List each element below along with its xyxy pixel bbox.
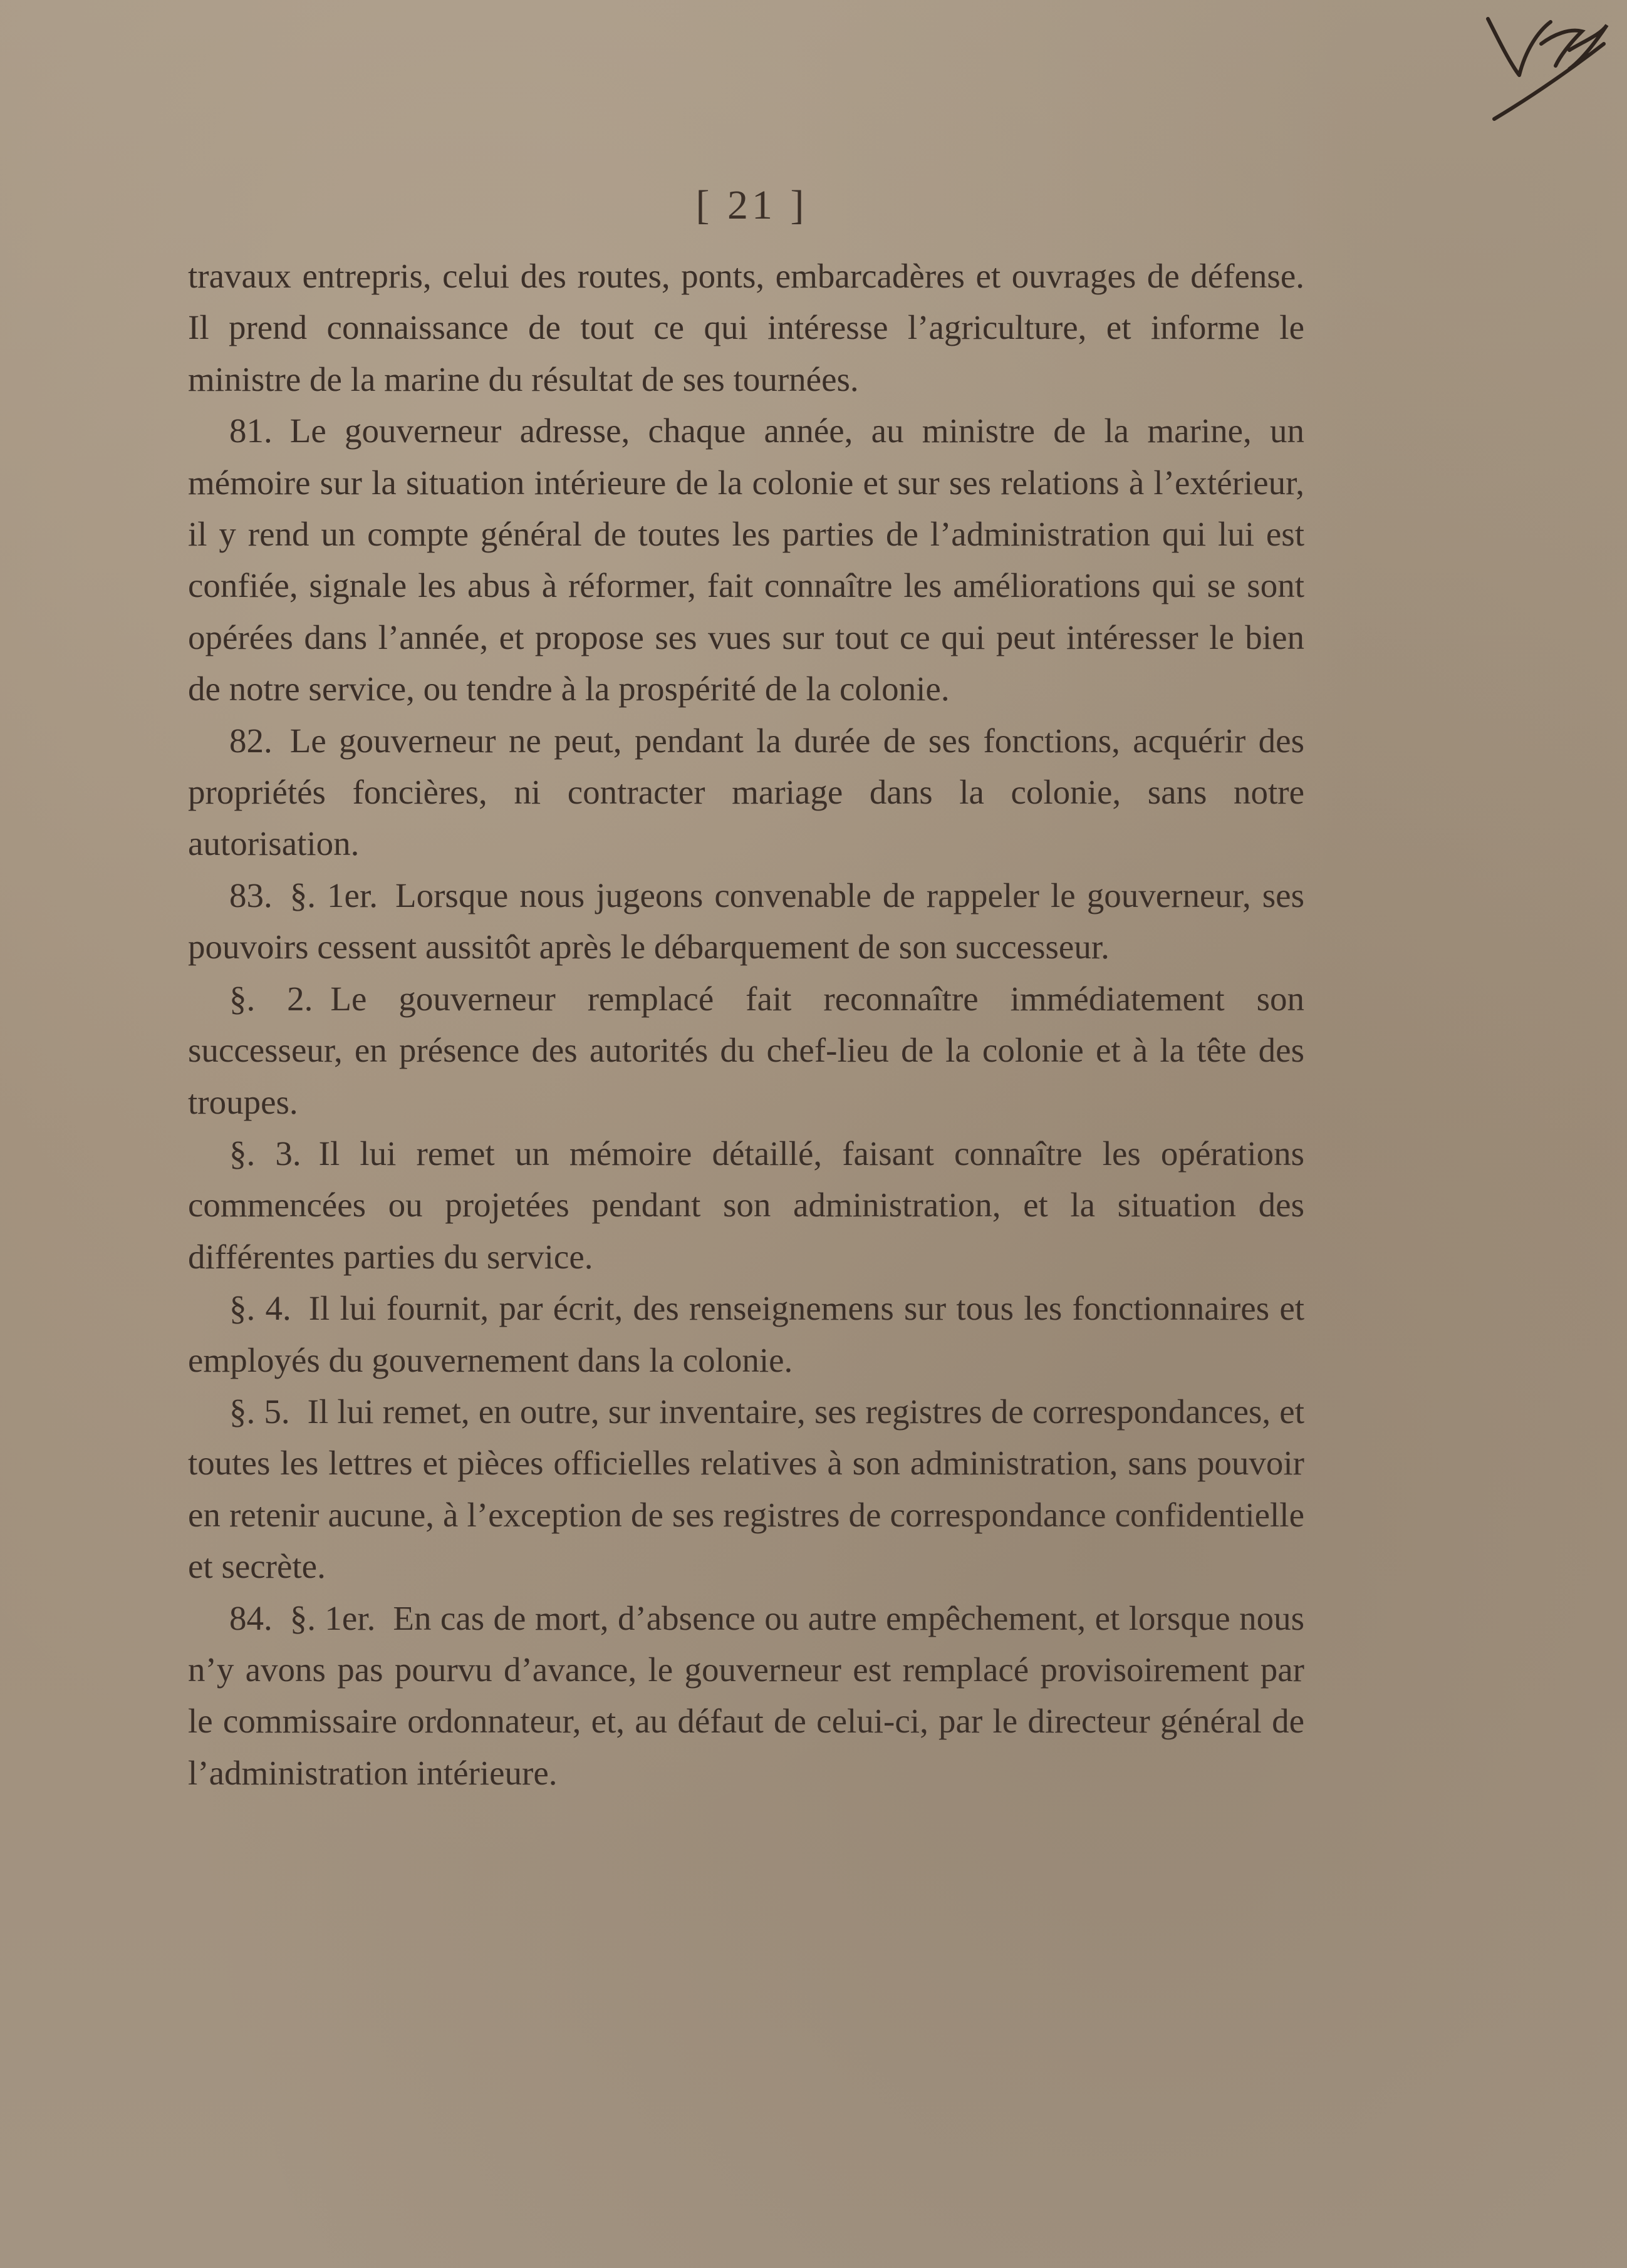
body-text — [188, 251, 1304, 1799]
section-mark: §. 1er. — [289, 1598, 376, 1637]
paragraph-text: Le gouverneur remplacé fait reconnaître immédiatement son successeur, en présence des autorités du chef-lieu de la colonie et à la tête des troupes. — [188, 979, 1305, 1121]
article-number: 84. — [229, 1598, 273, 1637]
paragraph-text: Il lui remet, en outre, sur inventaire, ses registres de correspondances, et toutes les lettres et pièces officielles relatives à son administration, sans pouvoir en retenir aucune, à l’exception de ses registres de correspondance confidentielle et secrète. — [188, 1392, 1304, 1586]
section-mark: §. 3. — [229, 1134, 301, 1173]
article-number: 83. — [229, 876, 273, 914]
paragraph-text: Lorsque nous jugeons convenable de rappeler le gouverneur, ses pouvoirs cessent aussitôt après le débarquement de son successeur. — [188, 876, 1304, 966]
paragraph-text: Le gouverneur adresse, chaque année, au ministre de la marine, un mémoire sur la situation intérieure de la colonie et sur ses relations à l’extérieur, il y rend un compte général de toutes les parties de l’administration qui lui est confiée, signale les abus à réformer, fait connaître les améliorations qui se sont opérées dans l’année, et propose ses vues sur tout ce qui peut intéresser le bien de notre service, ou tendre à la prospérité de la colonie. — [188, 412, 1304, 708]
article-83-section-5 — [188, 1386, 1304, 1593]
article-83-section-2 — [188, 973, 1304, 1128]
article-82 — [188, 715, 1304, 870]
paragraph-text: Il lui remet un mémoire détaillé, faisant connaître les opérations commencées ou projetées pendant son administration, et la situation des différentes parties du service. — [188, 1134, 1305, 1276]
section-mark: §. 2. — [229, 979, 313, 1018]
paragraph-continuation — [188, 251, 1304, 405]
paragraph-text: Il lui fournit, par écrit, des renseignemens sur tous les fonctionnaires et employés du gouvernement dans la colonie. — [188, 1289, 1305, 1379]
paragraph-text: Le gouverneur ne peut, pendant la durée de ses fonctions, acquérir des propriétés foncières, ni contracter mariage dans la colonie, sans notre autorisation. — [188, 721, 1304, 863]
article-83-section-3 — [188, 1128, 1304, 1283]
section-mark: §. 1er. — [289, 876, 378, 914]
article-number: 81. — [229, 412, 273, 450]
article-83-section-4 — [188, 1283, 1304, 1386]
paragraph-text: En cas de mort, d’absence ou autre empêchement, et lorsque nous n’y avons pas pourvu d’avance, le gouverneur est remplacé provisoirement par le commissaire ordonnateur, et, au défaut de celui-ci, par le directeur général de l’administration intérieure. — [188, 1598, 1304, 1792]
article-81 — [188, 405, 1304, 715]
article-number: 82. — [229, 721, 273, 760]
section-mark: §. 4. — [229, 1289, 291, 1328]
article-84-section-1 — [188, 1593, 1304, 1799]
page-number: [ 21 ] — [695, 182, 808, 228]
paragraph-text: travaux entrepris, celui des routes, ponts, embarcadères et ouvrages de défense. Il prend connaissance de tout ce qui intéresse l’agriculture, et informe le ministre de la marine du résultat de ses tournées. — [188, 257, 1304, 398]
handwritten-folio-mark — [1475, 6, 1613, 125]
article-83-section-1 — [188, 870, 1304, 973]
section-mark: §. 5. — [229, 1392, 290, 1431]
